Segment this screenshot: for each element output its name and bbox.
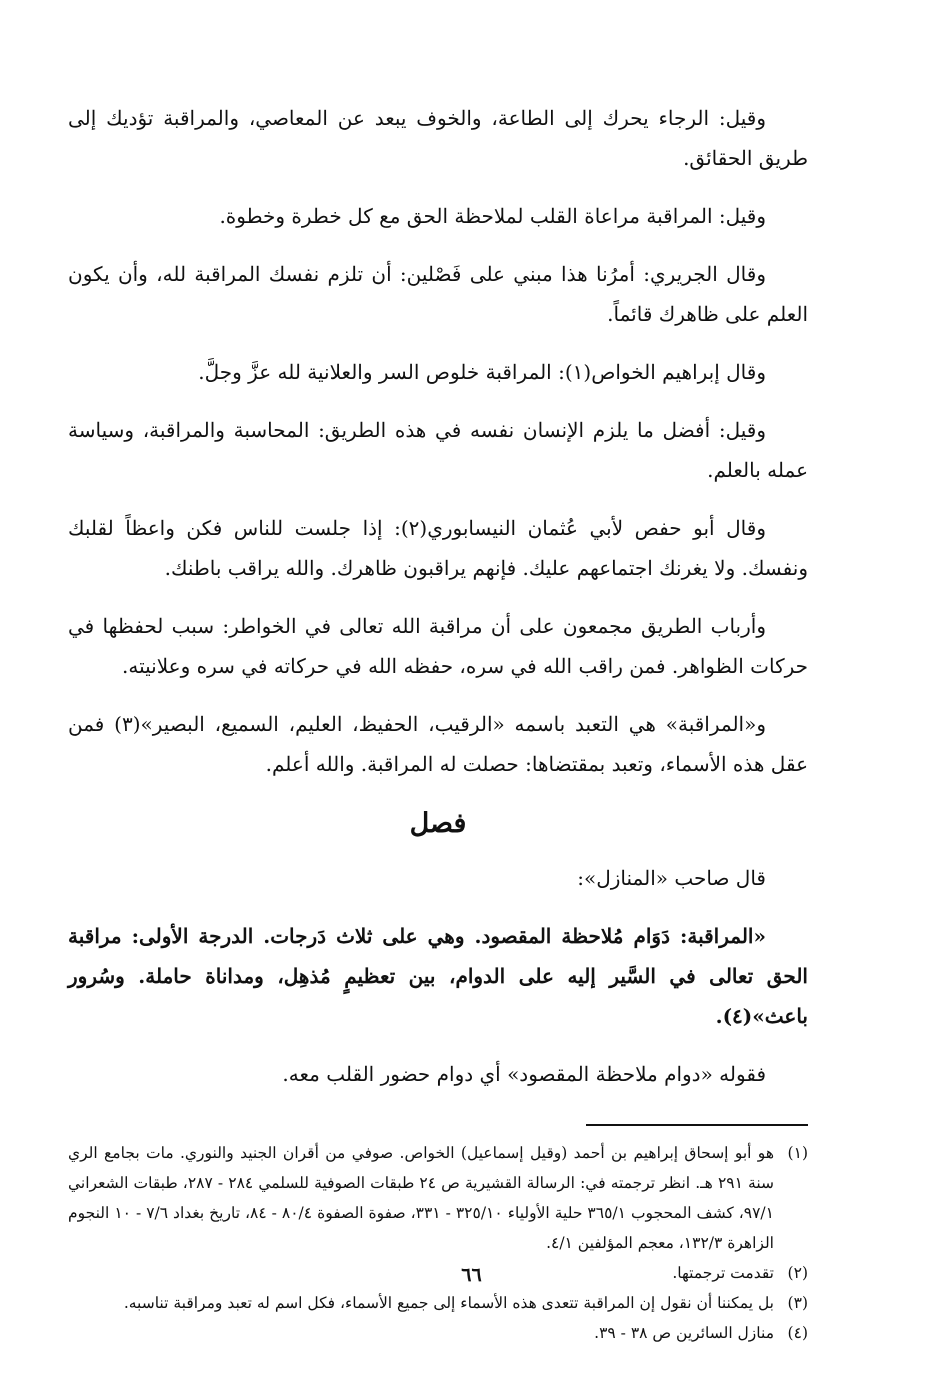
- paragraph: قال صاحب «المنازل»:: [577, 866, 766, 890]
- footnote-text: بل يمكننا أن نقول إن المراقبة تتعدى هذه الأسماء إلى جميع الأسماء، فكل اسم له تعبد ومراقبة تناسبه.: [123, 1294, 774, 1312]
- paragraph: وقال الجريري: أمرُنا هذا مبني على فَصْلين: أن تلزم نفسك المراقبة لله، وأن يكون العلم على ظاهرك قائماً.: [68, 262, 808, 326]
- section-text: [68, 858, 808, 1094]
- footnote-number: (٣): [787, 1294, 808, 1312]
- footnote-text: تقدمت ترجمتها.: [672, 1264, 774, 1282]
- footnote-number: (٤): [787, 1324, 808, 1342]
- footnote: [68, 1138, 808, 1258]
- paragraph: و«المراقبة» هي التعبد باسمه «الرقيب، الحفيظ، العليم، السميع، البصير»(٣) فمن عقل هذه الأسماء، وتعبد بمقتضاها: حصلت له المراقبة. والله أعلم.: [68, 712, 808, 776]
- paragraph: فقوله «دوام ملاحظة المقصود» أي دوام حضور القلب معه.: [282, 1062, 766, 1086]
- paragraph: وأرباب الطريق مجمعون على أن مراقبة الله تعالى في الخواطر: سبب لحفظها في حركات الظواهر. فمن راقب الله في سره، حفظه الله في حركاته في سره وعلانيته.: [68, 614, 808, 678]
- main-text: [68, 98, 808, 784]
- page-number: ٦٦: [461, 1264, 482, 1286]
- footnotes: [68, 1138, 808, 1348]
- footnote-text: منازل السائرين ص ٣٨ - ٣٩.: [594, 1324, 774, 1342]
- paragraph: وقال إبراهيم الخواص(١): المراقبة خلوص السر والعلانية لله عزَّ وجلَّ.: [198, 360, 766, 384]
- footnote: [68, 1288, 808, 1318]
- footnote-number: (٢): [787, 1264, 808, 1282]
- paragraph: «المراقبة: دَوَام مُلاحظة المقصود. وهي على ثلاث دَرجات. الدرجة الأولى: مراقبة الحق تعالى في السَّير إليه على الدوام، بين تعظيمٍ مُذهِل، ومداناة حاملة. وسُرور باعث»(٤).: [68, 924, 808, 1028]
- footnote-number: (١): [787, 1144, 808, 1162]
- footnote-text: هو أبو إسحاق إبراهيم بن أحمد (وقيل إسماعيل) الخواص. صوفي من أقران الجنيد والنوري. مات بجامع الري سنة ٢٩١ هـ. انظر ترجمته في: الرسالة القشيرية ص ٢٤ طبقات الصوفية للسلمي ٢٨٤ - ٢٨٧، طبقات الشعراني ٩٧/١، كشف المحجوب ٣٦٥/١ حلية الأولياء ٣٢٥/١٠ - ٣٣١، صفوة الصفوة ٨٠/٤ - ٨٤، تاريخ بغداد ٧/٦ - ١٠ النجوم الزاهرة ١٣٢/٣، معجم المؤلفين ٤/١.: [68, 1144, 775, 1252]
- footnote-separator: [586, 1124, 808, 1126]
- book-page: [68, 98, 808, 1358]
- footnote: [68, 1318, 808, 1348]
- paragraph: وقال أبو حفص لأبي عُثمان النيسابوري(٢): إذا جلست للناس فكن واعظاً لقلبك ونفسك. ولا يغرنك اجتماعهم عليك. فإنهم يراقبون ظاهرك. والله يراقب باطنك.: [68, 516, 808, 580]
- section-heading: فصل: [409, 808, 467, 839]
- paragraph: وقيل: أفضل ما يلزم الإنسان نفسه في هذه الطريق: المحاسبة والمراقبة، وسياسة عمله بالعلم.: [68, 418, 808, 482]
- paragraph: وقيل: المراقبة مراعاة القلب لملاحظة الحق مع كل خطرة وخطوة.: [219, 204, 766, 228]
- paragraph: وقيل: الرجاء يحرك إلى الطاعة، والخوف يبعد عن المعاصي، والمراقبة تؤديك إلى طريق الحقائق.: [68, 106, 808, 170]
